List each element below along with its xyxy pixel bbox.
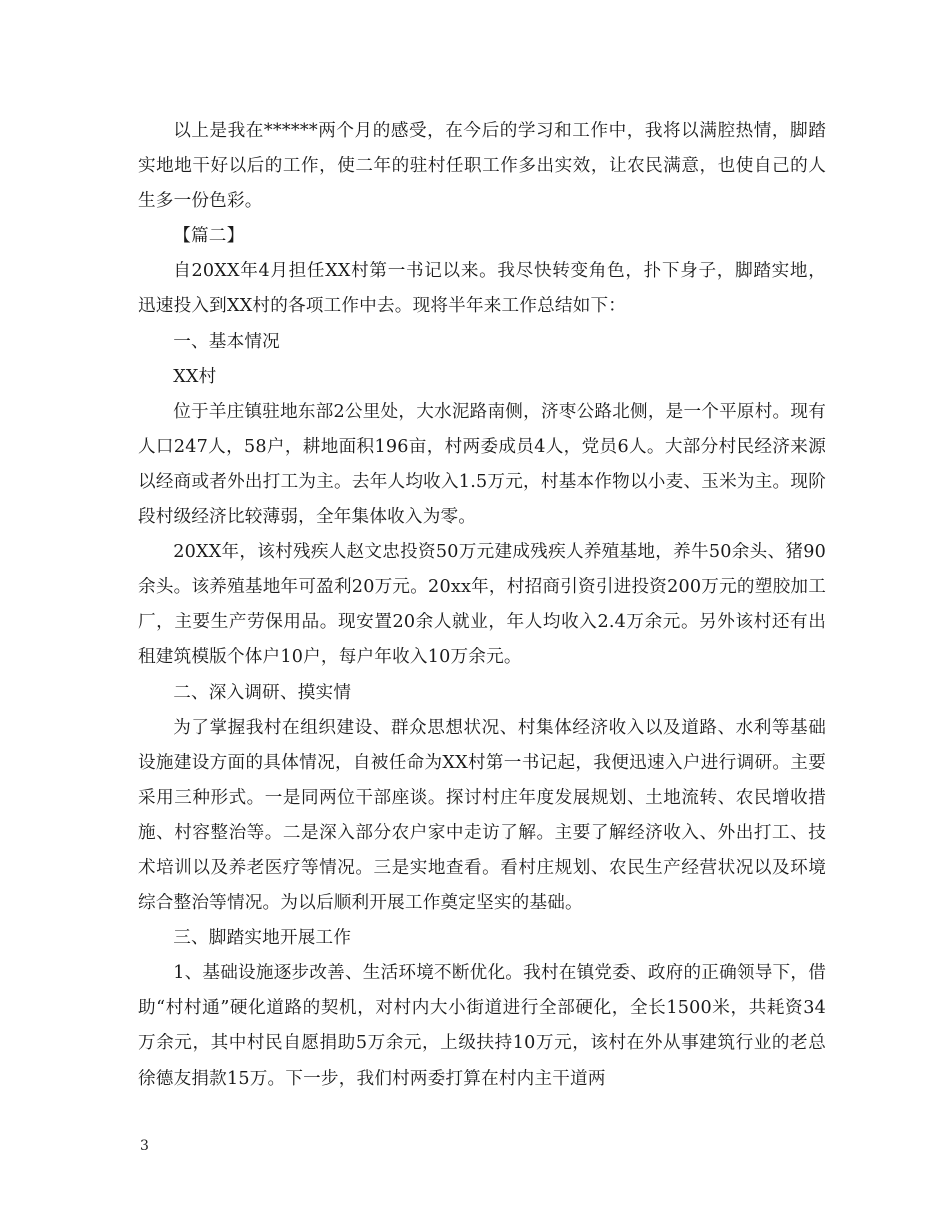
section-heading-part-two: 【篇二】 [173, 226, 245, 247]
paragraph-intro: 自20XX年4月担任XX村第一书记以来。我尽快转变角色，扑下身子，脚踏实地，迅速投入到XX村的各项工作中去。现将半年来工作总结如下： [138, 261, 826, 317]
page-number: 3 [140, 1138, 149, 1154]
paragraph-research: 为了掌握我村在组织建设、群众思想状况、村集体经济收入以及道路、水利等基础设施建设方面的具体情况，自被任命为XX村第一书记起，我便迅速入户进行调研。主要采用三种形式。一是同两位干部座谈。探讨村庄年度发展规划、土地流转、农民增收措施、村容整治等。二是深入部分农户家中走访了解。主要了解经济收入、外出打工、技术培训以及养老医疗等情况。三是实地查看。看村庄规划、农民生产经营状况以及环境综合整治等情况。为以后顺利开展工作奠定坚实的基础。 [138, 717, 826, 914]
section-heading-work: 三、脚踏实地开展工作 [173, 928, 352, 949]
village-name: XX村 [173, 366, 217, 387]
paragraph-infrastructure: 1、基础设施逐步改善、生活环境不断优化。我村在镇党委、政府的正确领导下，借助“村村通”硬化道路的契机，对村内大小街道进行全部硬化，全长1500米，共耗资34万余元，其中村民自愿捐助5万余元，上级扶持10万元，该村在外从事建筑行业的老总徐德友捐款15万。下一步，我们村两委打算在村内主干道两 [138, 963, 826, 1089]
section-heading-research: 二、深入调研、摸实情 [173, 682, 352, 703]
section-heading-basic-situation: 一、基本情况 [173, 331, 280, 352]
paragraph-village-economy: 20XX年，该村残疾人赵文忠投资50万元建成残疾人养殖基地，养牛50余头、猪90余头。该养殖基地年可盈利20万元。20xx年，村招商引资引进投资200万元的塑胶加工厂，主要生产劳保用品。现安置20余人就业，年人均收入2.4万余元。另外该村还有出租建筑模版个体户10户，每户年收入10万余元。 [138, 542, 826, 668]
paragraph-closing-remarks: 以上是我在******两个月的感受，在今后的学习和工作中，我将以满腔热情，脚踏实地地干好以后的工作，使二年的驻村任职工作多出实效，让农民满意，也使自己的人生多一份色彩。 [138, 121, 826, 212]
document-body [138, 114, 826, 1097]
paragraph-village-location: 位于羊庄镇驻地东部2公里处，大水泥路南侧，济枣公路北侧，是一个平原村。现有人口247人，58户，耕地面积196亩，村两委成员4人，党员6人。大部分村民经济来源以经商或者外出打工为主。去年人均收入1.5万元，村基本作物以小麦、玉米为主。现阶段村级经济比较薄弱，全年集体收入为零。 [138, 401, 826, 528]
